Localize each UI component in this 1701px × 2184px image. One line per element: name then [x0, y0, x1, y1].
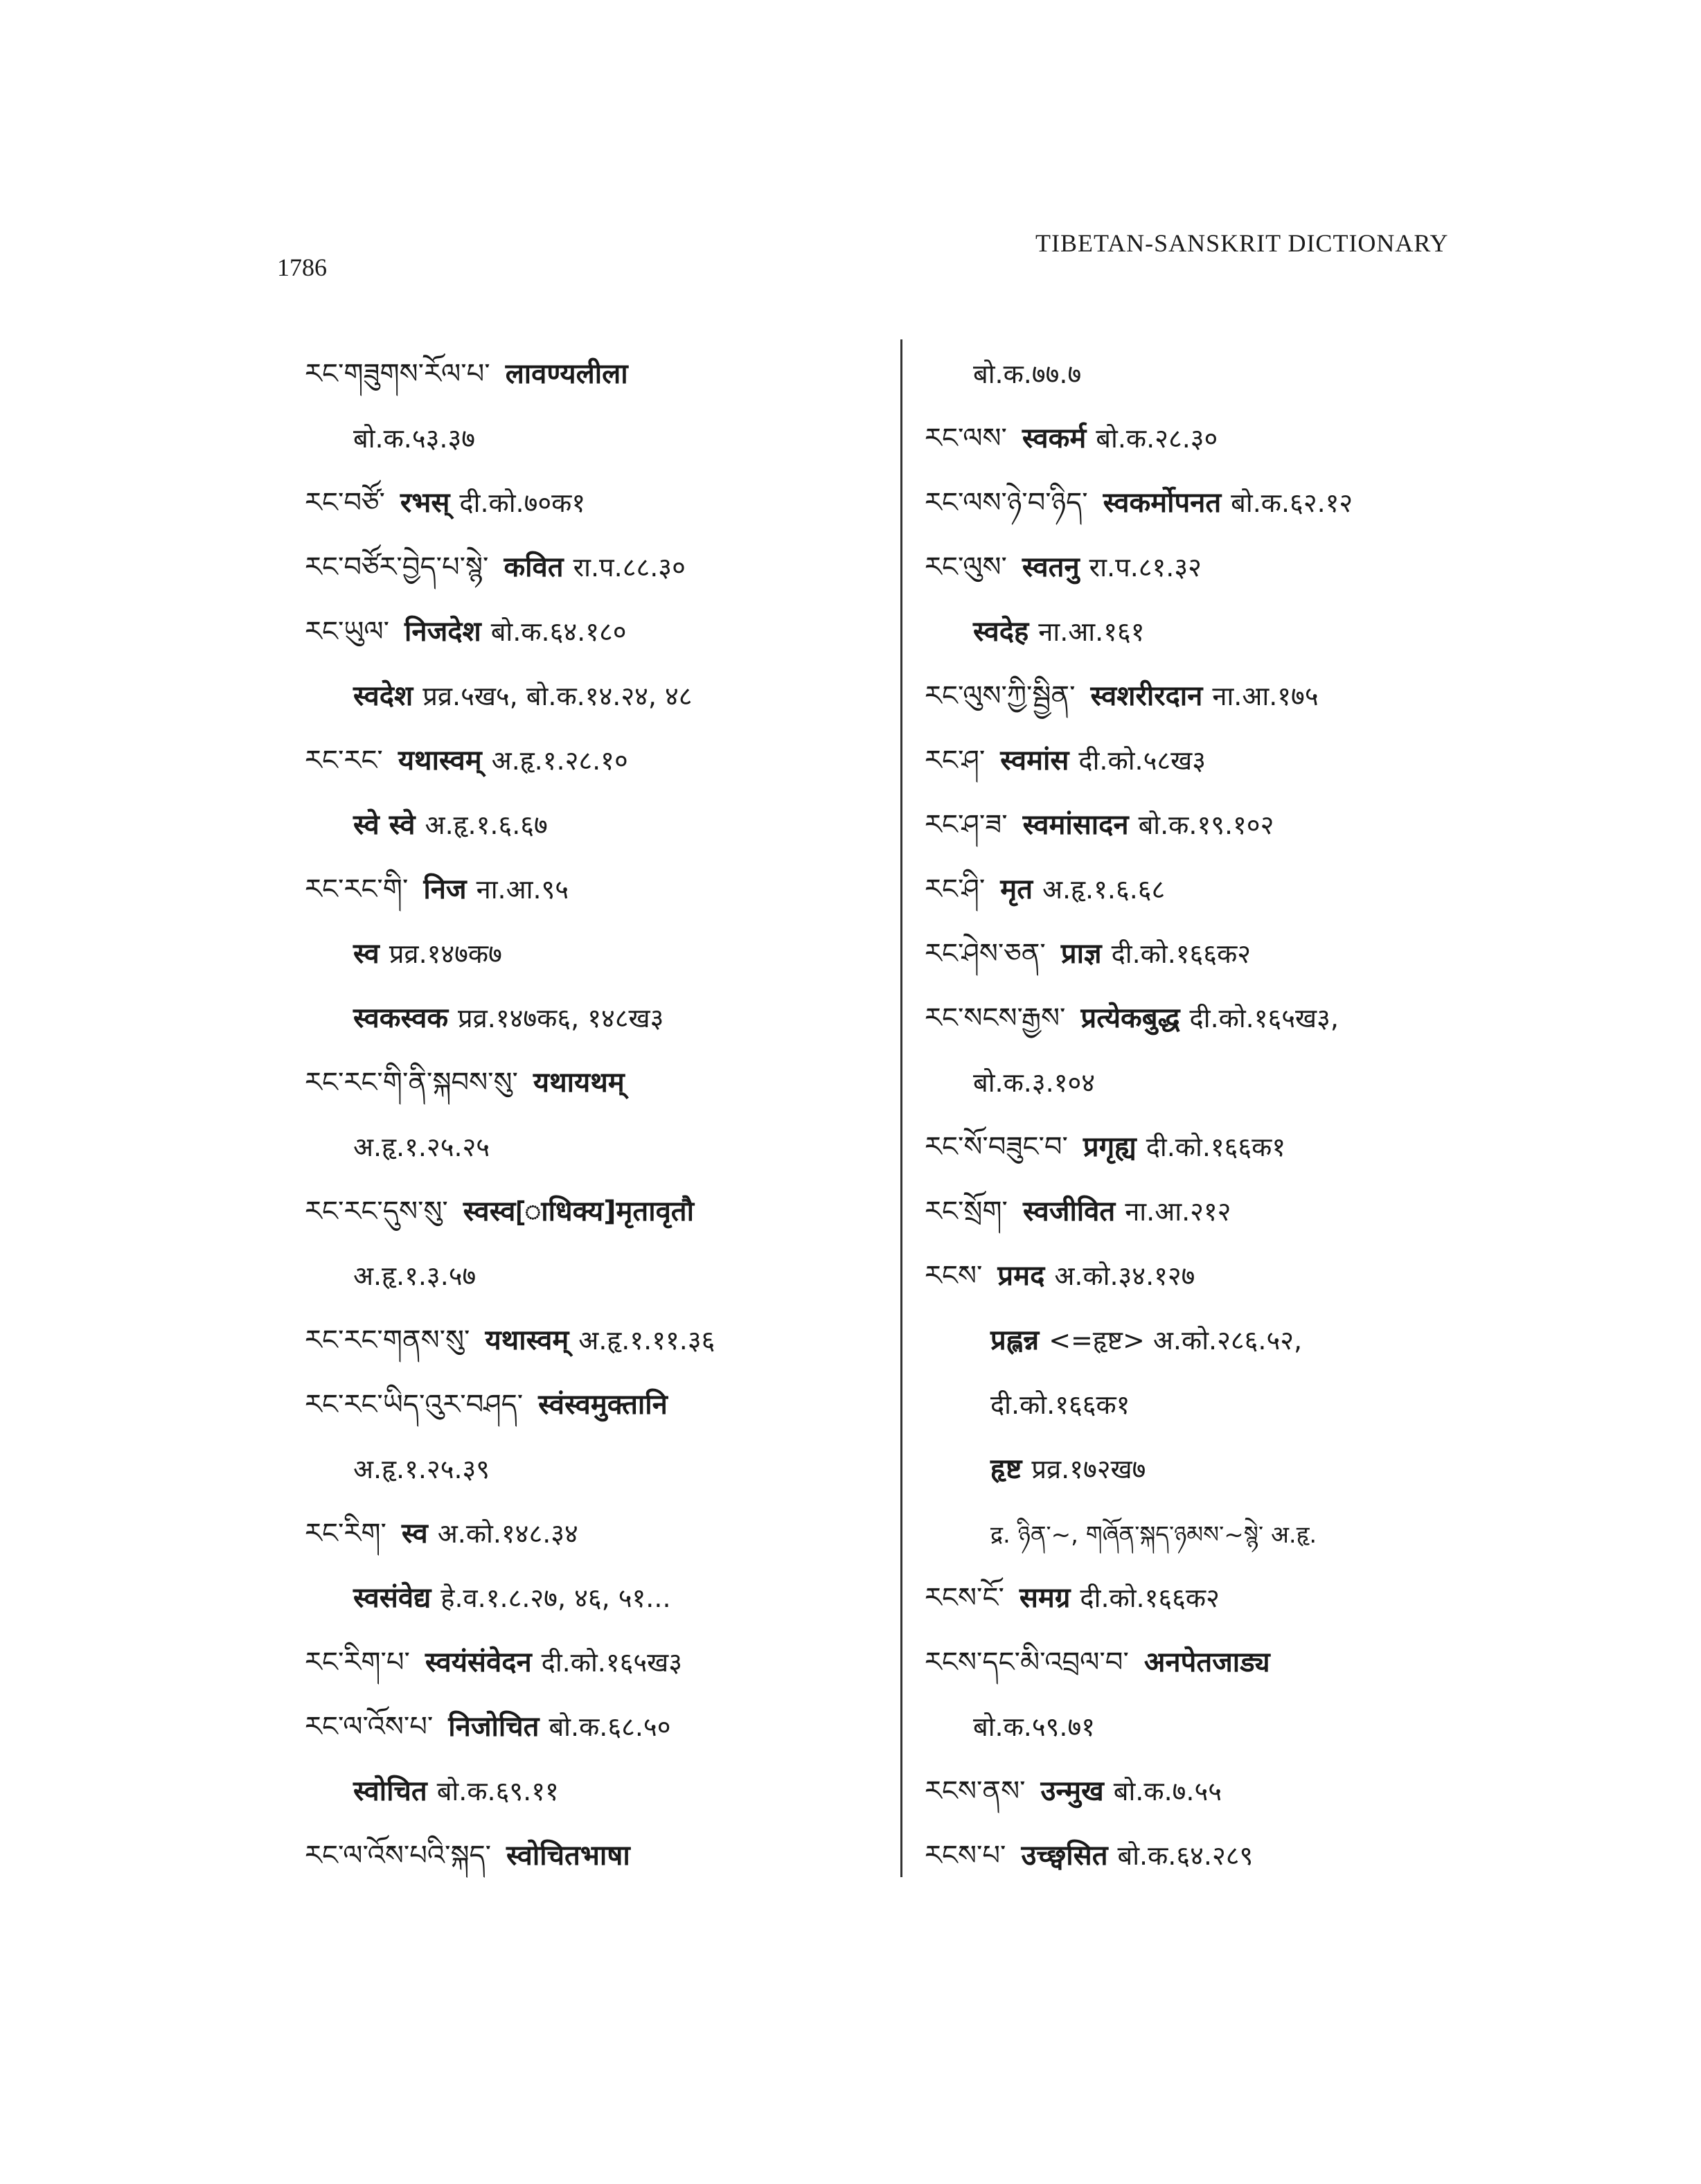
reference: दी.को.१६६क१ [990, 1390, 1130, 1420]
tibetan-headword: རང་ཤ་ཟ་ [925, 809, 1008, 841]
entry-line [925, 1123, 1548, 1187]
reference: ना.आ.१७५ [1212, 681, 1319, 711]
sanskrit-equivalent: स्व [353, 938, 380, 970]
sanskrit-equivalent: स्व [401, 1518, 428, 1550]
sanskrit-equivalent: स्वोचितभाषा [506, 1840, 630, 1872]
reference: दी.को.५८ख३ [1078, 745, 1206, 776]
entry-line [925, 672, 1548, 736]
entry-line [925, 1703, 1548, 1767]
tibetan-headword: རང་སངས་རྒྱས་ [925, 1002, 1066, 1034]
reference: बो.क.६२.१२ [1231, 488, 1353, 518]
entry-line [925, 1445, 1548, 1509]
tibetan-headword: རང་རིག་པ་ [305, 1646, 410, 1678]
sanskrit-equivalent: स्वोचित [353, 1775, 427, 1807]
right-column [925, 350, 1548, 1896]
reference: बो.क.२८.३० [1096, 423, 1218, 454]
entry-line [925, 1380, 1548, 1445]
sanskrit-equivalent: स्वमांस [1000, 745, 1069, 776]
page-number: 1786 [277, 254, 327, 281]
sanskrit-equivalent: स्वदेश [353, 680, 413, 712]
sanskrit-equivalent: निजदेश [404, 616, 481, 648]
tibetan-headword: རང་རིག་ [305, 1518, 386, 1550]
entry-line [925, 736, 1548, 801]
reference: प्रव्र.१४७क६, १४८ख३ [458, 1003, 664, 1033]
sanskrit-equivalent: स्वसंवेद्य [353, 1582, 431, 1614]
reference: अ.को.१४८.३४ [437, 1518, 578, 1549]
reference: प्रव्र.१४७क७ [389, 939, 502, 969]
reference: अ.हृ.१.२५.३९ [353, 1454, 490, 1484]
sanskrit-equivalent: समग्र [1019, 1582, 1071, 1614]
reference: अ.हृ.१.६.६८ [1042, 874, 1166, 905]
entry-line [305, 350, 887, 414]
sanskrit-equivalent: कवित [504, 551, 564, 583]
entry-line [925, 479, 1548, 543]
entry-line [305, 543, 887, 607]
sanskrit-equivalent: यथास्वम् [485, 1324, 569, 1356]
reference: ना.आ.९५ [476, 874, 569, 905]
sanskrit-equivalent: प्राज्ञ [1060, 938, 1102, 970]
sanskrit-equivalent: रभस् [400, 487, 450, 519]
entry-line [925, 1638, 1548, 1703]
tibetan-headword: རངས་ [925, 1260, 983, 1292]
tibetan-headword: རངས་པ་ [925, 1840, 1006, 1872]
entry-line [305, 1445, 887, 1509]
sanskrit-equivalent: स्वयंसंवेदन [425, 1646, 532, 1678]
tibetan-headword: རང་བཙོར་བྱེད་པ་སྙེ་ [305, 551, 489, 583]
sanskrit-equivalent: स्वस्व[ाधिक्य]मृतावृतौ [463, 1196, 694, 1227]
cross-reference-note: द्र. ཉིན་~, གཞོན་སྐད་ཉམས་~སྙེ་ अ.हृ. [990, 1521, 1317, 1549]
sanskrit-equivalent: स्वजीवित [1022, 1196, 1116, 1227]
tibetan-headword: རང་ལུས་ཀྱི་སྦྱིན་ [925, 680, 1076, 712]
reference: दी.को.१६५ख३, [1189, 1003, 1339, 1033]
reference: अ.हृ.१.६.६७ [425, 810, 548, 840]
sanskrit-equivalent: यथायथम् [533, 1067, 625, 1099]
entry-line [305, 1509, 887, 1574]
reference: ना.आ.२१२ [1125, 1196, 1231, 1227]
entry-line [305, 1831, 887, 1896]
sanskrit-equivalent: स्वतनु [1022, 551, 1080, 583]
entry-line [925, 543, 1548, 607]
tibetan-headword: རང་ཤི་ [925, 873, 986, 905]
reference: बो.क.६८.५० [549, 1712, 671, 1742]
entry-line [305, 1316, 887, 1380]
entry-line [305, 1703, 887, 1767]
sanskrit-equivalent: मृत [1000, 873, 1033, 905]
entry-line [305, 1058, 887, 1123]
reference: प्रव्र.५ख५, बो.क.१४.२४, ४८ [422, 681, 693, 711]
entry-line [305, 1252, 887, 1316]
reference: रा.प.८८.३० [573, 552, 686, 583]
reference: बो.क.६९.११ [436, 1776, 559, 1806]
reference: दी.को.१६६क२ [1111, 939, 1252, 969]
entry-line [925, 1058, 1548, 1123]
tibetan-headword: རང་རང་དུས་སུ་ [305, 1196, 448, 1227]
entry-line [925, 801, 1548, 865]
tibetan-headword: རང་ཡུལ་ [305, 616, 390, 648]
sanskrit-equivalent: स्वदेह [973, 616, 1029, 648]
reference: बो.क.६४.२८९ [1117, 1840, 1254, 1871]
sanskrit-equivalent: स्वमांसादन [1022, 809, 1129, 841]
sanskrit-equivalent: लावण्यलीला [505, 358, 628, 390]
entry-line [305, 1380, 887, 1445]
tibetan-headword: རངས་དང་མི་འབྲལ་བ་ [925, 1646, 1129, 1678]
tibetan-headword: རང་སོ་བཟུང་བ་ [925, 1131, 1068, 1163]
tibetan-headword: རང་ལ་འོས་པའི་སྐད་ [305, 1840, 492, 1872]
entry-line [925, 350, 1548, 414]
reference: बो.क.७.५५ [1113, 1776, 1222, 1806]
entry-line [925, 1187, 1548, 1252]
reference: अ.हृ.१.३.५७ [353, 1261, 477, 1291]
reference: बो.क.६४.१८० [490, 616, 627, 647]
sanskrit-equivalent: स्वकर्म [1022, 423, 1087, 454]
entry-line [305, 994, 887, 1058]
entry-line [305, 736, 887, 801]
entry-line [925, 865, 1548, 930]
reference: बो.क.५३.३७ [353, 423, 476, 454]
entry-line [305, 1123, 887, 1187]
reference: <=हृष्ट> अ.को.२८६.५२, [1049, 1325, 1303, 1356]
sanskrit-equivalent: उन्मुख [1040, 1775, 1104, 1807]
sanskrit-equivalent: स्वशरीरदान [1090, 680, 1203, 712]
sanskrit-equivalent: निजोचित [448, 1711, 540, 1743]
entry-line [305, 930, 887, 994]
tibetan-headword: རང་ལས་ཉེ་བ་ཉིད་ [925, 487, 1088, 519]
entry-line [305, 1574, 887, 1638]
reference: दी.को.१६५ख३ [541, 1647, 682, 1678]
reference: दी.को.७०क१ [459, 488, 586, 518]
sanskrit-equivalent: यथास्वम् [398, 745, 482, 776]
entry-line [305, 607, 887, 672]
reference: बो.क.३.१०४ [973, 1067, 1096, 1098]
reference: ना.आ.१६१ [1038, 616, 1145, 647]
sanskrit-equivalent: उच्छ्वसित [1021, 1840, 1108, 1872]
tibetan-headword: རང་ལ་འོས་པ་ [305, 1711, 434, 1743]
sanskrit-equivalent: स्वकस्वक [353, 1002, 449, 1034]
reference: बो.क.७७.७ [973, 359, 1082, 389]
entry-line [305, 1767, 887, 1831]
entry-line [925, 414, 1548, 479]
reference: अ.हृ.१.११.३६ [578, 1325, 715, 1356]
reference: दी.को.१६६क१ [1146, 1132, 1286, 1162]
left-column [305, 350, 887, 1896]
tibetan-headword: རང་ལས་ [925, 423, 1007, 454]
reference: बो.क.१९.१०२ [1138, 810, 1274, 840]
sanskrit-equivalent: प्रमद [997, 1260, 1045, 1292]
entry-line [305, 865, 887, 930]
sanskrit-equivalent: अनपेतजाड्य [1143, 1646, 1270, 1678]
tibetan-headword: རང་རང་གི་ [305, 873, 409, 905]
sanskrit-equivalent: स्वे स्वे [353, 809, 416, 841]
entry-line [305, 1638, 887, 1703]
reference: अ.को.३४.१२७ [1054, 1261, 1195, 1291]
entry-line [305, 672, 887, 736]
reference: अ.हृ.१.२५.२५ [353, 1132, 490, 1162]
reference: प्रव्र.१७२ख७ [1031, 1454, 1146, 1484]
entry-line [925, 1574, 1548, 1638]
running-head: TIBETAN-SANSKRIT DICTIONARY [1035, 229, 1449, 257]
tibetan-headword: རང་རང་ཡིད་འུར་བཤད་ [305, 1389, 524, 1421]
entry-line [925, 1831, 1548, 1896]
entry-line [925, 1767, 1548, 1831]
entry-line [305, 1187, 887, 1252]
tibetan-headword: རང་སྲོག་ [925, 1196, 1008, 1227]
sanskrit-equivalent: स्वंस्वमुक्तानि [538, 1389, 668, 1421]
tibetan-headword: རང་ཤེས་ཅན་ [925, 938, 1046, 970]
reference: बो.क.५९.७१ [973, 1712, 1096, 1742]
tibetan-headword: རང་གཟུགས་རོལ་པ་ [305, 358, 490, 390]
entry-line [305, 801, 887, 865]
entry-line [305, 479, 887, 543]
tibetan-headword: རང་རང་ [305, 745, 383, 776]
reference: अ.हृ.१.२८.१० [491, 745, 628, 776]
tibetan-headword: རང་ལུས་ [925, 551, 1007, 583]
sanskrit-equivalent: प्रह्लन्न [990, 1324, 1040, 1356]
entry-line [925, 930, 1548, 994]
entry-line [925, 607, 1548, 672]
reference: हे.व.१.८.२७, ४६, ५१... [440, 1583, 671, 1613]
tibetan-headword: རངས་ནས་ [925, 1775, 1026, 1807]
reference: रा.प.८१.३२ [1089, 552, 1202, 583]
reference: दी.को.१६६क२ [1080, 1583, 1220, 1613]
sanskrit-equivalent: स्वकर्मोपनत [1103, 487, 1222, 519]
sanskrit-equivalent: प्रगृह्य [1083, 1131, 1137, 1163]
entry-line [925, 1316, 1548, 1380]
tibetan-headword: རང་རང་གནས་སུ་ [305, 1324, 470, 1356]
entry-line [925, 994, 1548, 1058]
tibetan-headword: རང་རང་གི་ནི་སྐབས་སུ་ [305, 1067, 518, 1099]
sanskrit-equivalent: प्रत्येकबुद्ध [1080, 1002, 1180, 1034]
tibetan-headword: རངས་ངོ་ [925, 1582, 1004, 1614]
column-divider [900, 339, 902, 1877]
tibetan-headword: རང་ཤ་ [925, 745, 986, 776]
entry-line [925, 1252, 1548, 1316]
entry-line [925, 1509, 1548, 1574]
tibetan-headword: རང་བཙོ་ [305, 487, 385, 519]
sanskrit-equivalent: हृष्ट [990, 1453, 1022, 1485]
sanskrit-equivalent: निज [423, 873, 467, 905]
entry-line [305, 414, 887, 479]
